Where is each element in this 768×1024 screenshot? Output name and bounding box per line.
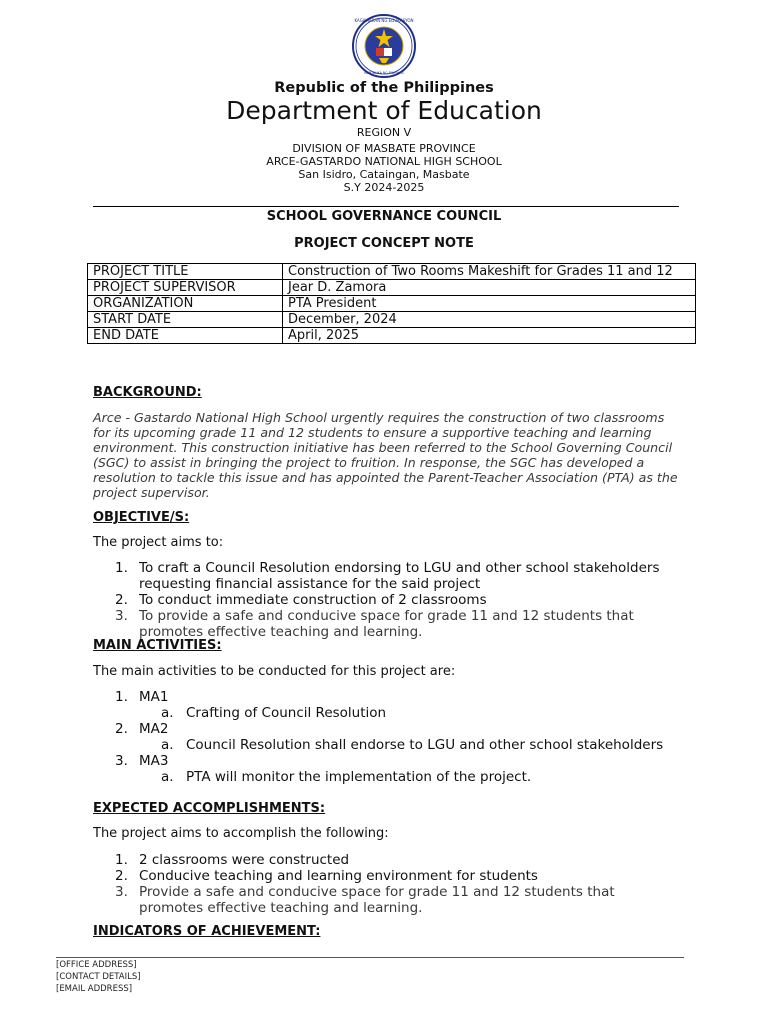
list-item: 1. 2 classrooms were constructed: [115, 852, 350, 868]
svg-text:REPUBLIKA NG PILIPINAS: REPUBLIKA NG PILIPINAS: [364, 71, 404, 75]
list-item: 3. To provide a safe and conducive space for grade 11 and 12 students that promotes effective teaching and learning.: [115, 608, 634, 640]
table-value: April, 2025: [283, 328, 696, 344]
table-label: END DATE: [88, 328, 283, 344]
table-value: Jear D. Zamora: [283, 280, 696, 296]
accomplishments-heading: EXPECTED ACCOMPLISHMENTS:: [93, 801, 326, 816]
footer-office-address: [OFFICE ADDRESS]: [56, 960, 137, 970]
indicators-heading: INDICATORS OF ACHIEVEMENT:: [93, 924, 321, 939]
list-item: 2. MA2: [115, 721, 169, 737]
accomplishments-list: [93, 852, 683, 916]
table-label: PROJECT SUPERVISOR: [88, 280, 283, 296]
document-title: PROJECT CONCEPT NOTE: [294, 236, 474, 251]
list-item: 1. MA1: [115, 689, 169, 705]
school-name: ARCE-GASTARDO NATIONAL HIGH SCHOOL: [266, 155, 502, 168]
table-row: [88, 280, 696, 296]
list-item: 3. Provide a safe and conducive space for grade 11 and 12 students that promotes effective teaching and learning.: [115, 884, 615, 916]
table-row: [88, 328, 696, 344]
table-label: ORGANIZATION: [88, 296, 283, 312]
footer-contact-details: [CONTACT DETAILS]: [56, 972, 141, 982]
objectives-intro: The project aims to:: [93, 535, 224, 550]
objectives-list: [93, 560, 683, 640]
deped-seal-logo: [352, 14, 416, 78]
table-value: PTA President: [283, 296, 696, 312]
activities-heading: MAIN ACTIVITIES:: [93, 638, 222, 653]
activities-list: [93, 689, 683, 785]
background-text: Arce - Gastardo National High School urgently requires the construction of two classrooms for its upcoming grade 11 and 12 students to ensure a supportive teaching and learning environment. This construction initiative has been referred to the School Governing Council (SGC) to assist in bringing the project to fruition. In response, the SGC has developed a resolution to tackle this issue and has appointed the Parent-Teacher Association (PTA) as the project supervisor.: [93, 410, 678, 500]
republic-heading: Republic of the Philippines: [274, 80, 494, 96]
table-value: Construction of Two Rooms Makeshift for Grades 11 and 12: [283, 264, 696, 280]
school-year: S.Y 2024-2025: [343, 181, 425, 194]
svg-text:KAGAWARAN NG EDUKASYON: KAGAWARAN NG EDUKASYON: [354, 18, 414, 23]
table-label: PROJECT TITLE: [88, 264, 283, 280]
project-info-table: [87, 263, 696, 344]
table-value: December, 2024: [283, 312, 696, 328]
list-item: 2. Conducive teaching and learning environment for students: [115, 868, 538, 884]
list-item: 3. MA3: [115, 753, 169, 769]
list-item: 2. To conduct immediate construction of 2 classrooms: [115, 592, 487, 608]
department-title: Department of Education: [226, 96, 542, 125]
footer-divider: [56, 957, 684, 958]
region-line: REGION V: [356, 126, 412, 139]
footer-email-address: [EMAIL ADDRESS]: [56, 984, 133, 994]
activities-intro: The main activities to be conducted for this project are:: [93, 664, 456, 679]
accomplishments-intro: The project aims to accomplish the following:: [93, 826, 389, 841]
header-divider: [93, 206, 679, 207]
table-label: START DATE: [88, 312, 283, 328]
list-subitem: a. Council Resolution shall endorse to LGU and other school stakeholders: [161, 737, 664, 753]
table-row: [88, 312, 696, 328]
table-row: [88, 296, 696, 312]
background-heading: BACKGROUND:: [93, 385, 202, 400]
council-heading: SCHOOL GOVERNANCE COUNCIL: [266, 209, 502, 224]
table-row: [88, 264, 696, 280]
objectives-heading: OBJECTIVE/S:: [93, 510, 190, 525]
list-item: 1. To craft a Council Resolution endorsing to LGU and other school stakeholders requesting financial assistance for the said project: [115, 560, 660, 592]
list-subitem: a. PTA will monitor the implementation of the project.: [161, 769, 532, 785]
division-line: DIVISION OF MASBATE PROVINCE: [292, 142, 476, 155]
school-address: San Isidro, Cataingan, Masbate: [298, 168, 470, 181]
list-subitem: a. Crafting of Council Resolution: [161, 705, 387, 721]
